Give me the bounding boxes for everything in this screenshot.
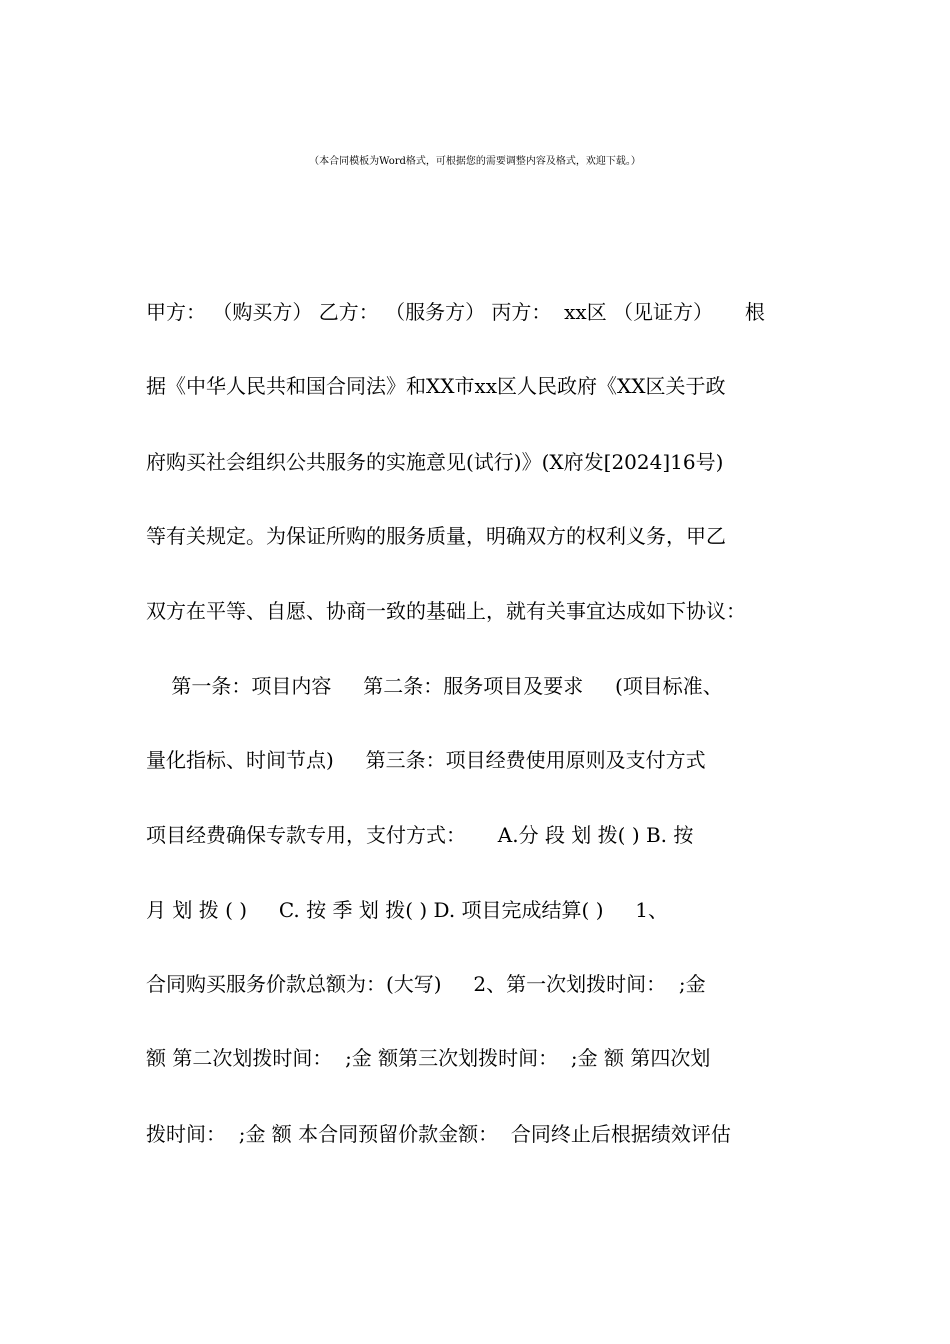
contract-line-4: 等有关规定。为保证所购的服务质量，明确双方的权利义务，甲乙 — [146, 524, 726, 548]
contract-line-9: 月 划 拨 ( ) C. 按 季 划 拨( ) D. 项目完成结算( ) 1、 — [146, 898, 669, 922]
contract-line-5: 双方在平等、自愿、协商一致的基础上，就有关事宜达成如下协议： — [146, 599, 746, 623]
contract-line-10: 合同购买服务价款总额为：(大写) 2、第一次划拨时间： ;金 — [146, 972, 706, 996]
contract-line-8: 项目经费确保专款专用，支付方式： A.分 段 划 拨( ) B. 按 — [146, 823, 694, 847]
contract-line-2: 据《中华人民共和国合同法》和XX市xx区人民政府《XX区关于政 — [146, 374, 726, 398]
contract-line-11: 额 第二次划拨时间： ;金 额第三次划拨时间： ;金 额 第四次划 — [146, 1046, 711, 1070]
contract-line-3: 府购买社会组织公共服务的实施意见(试行)》(X府发[2024]16号) — [146, 450, 724, 474]
template-notice: （本合同模板为Word格式，可根据您的需要调整内容及格式，欢迎下载。） — [309, 156, 641, 167]
contract-line-6: 第一条：项目内容 第二条：服务项目及要求 (项目标准、 — [146, 674, 723, 698]
contract-line-12: 拨时间： ;金 额 本合同预留价款金额： 合同终止后根据绩效评估 — [146, 1122, 731, 1146]
contract-line-1: 甲方： （购买方） 乙方： （服务方） 丙方： xx区 （见证方） 根 — [146, 300, 765, 324]
contract-line-7: 量化指标、时间节点) 第三条：项目经费使用原则及支付方式 — [146, 748, 706, 772]
